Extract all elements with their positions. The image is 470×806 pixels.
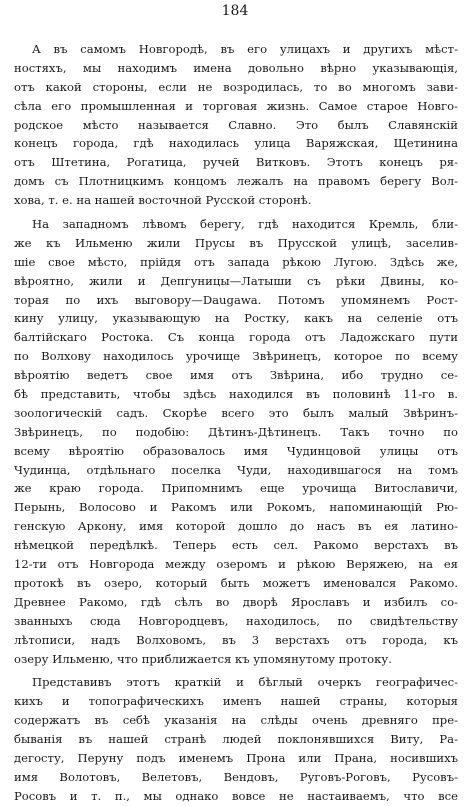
- text-line: содержатъ въ себѣ указанія на слѣды очень древняго пре-: [14, 713, 458, 728]
- text-line: лѣтописи, надъ Волховомъ, въ 3 верстахъ отъ города, къ: [14, 632, 458, 647]
- text-line: всему вѣроятію образовалось имя Чудинцовой улицы отъ: [14, 443, 458, 458]
- text-line: вѣроятно, жили и Депгуницы—Латыши съ рѣки Двины, ко-: [14, 273, 458, 288]
- text-line: озеру Ильменю, что приближается къ упомянутому протоку.: [14, 651, 392, 666]
- text-line: конецъ города, гдѣ находилась улица Варяжская, Щетинина: [14, 136, 458, 151]
- text-line: генскую Аркону, имя которой дошло до насъ въ ея латино-: [14, 519, 458, 534]
- text-line: вѣроятію ведетъ свое имя отъ Звѣрина, ибо трудно се-: [14, 368, 458, 383]
- text-line: домъ съ Плотницкимъ концомъ лежалъ на правомъ берегу Вол-: [14, 174, 458, 189]
- text-line: же краю города. Припомнимъ еще урочища Витославичи,: [14, 481, 458, 496]
- paragraph: [14, 215, 458, 668]
- text-line: имя Волотовъ, Велетовъ, Вендовъ, Руговъ-Роговъ, Русовъ-: [14, 769, 458, 784]
- text-line: балтійскаго Ростока. Съ конца города отъ Ладожскаго пути: [14, 330, 458, 345]
- text-line: же къ Ильменю жили Прусы въ Прусской улицѣ, заселив-: [14, 235, 458, 250]
- text-line: дегосту, Перуну подъ именемъ Прона или Прана, носившихъ: [14, 750, 458, 765]
- text-line: На западномъ лѣвомъ берегу, гдѣ находится Кремль, бли-: [32, 217, 458, 232]
- page-number: 184: [221, 3, 249, 19]
- text-line: хова, т. е. на нашей восточной Русской сторонѣ.: [14, 193, 312, 208]
- text-line: 12-ти отъ Новгорода между озеромъ и рѣкою Веряжею, на ея: [14, 557, 458, 572]
- text-line: родское мѣсто называется Славно. Это былъ Славянскій: [14, 117, 458, 132]
- text-line: ностяхъ, мы находимъ имена довольно вѣрно указывающія,: [14, 60, 458, 75]
- text-line: Росовъ и т. п., мы однако вовсе не настаиваемъ, что все: [14, 788, 458, 803]
- paragraph: [14, 40, 458, 210]
- paragraph: [14, 673, 458, 805]
- text-line: кину улицу, указывающую на Ростку, какъ на селеніе отъ: [14, 311, 458, 326]
- text-line: нѣмецкой передѣлкѣ. Теперь есть сел. Ракомо верстахъ въ: [14, 538, 458, 553]
- text-line: А въ самомъ Новгородѣ, въ его улицахъ и другихъ мѣст-: [32, 42, 458, 56]
- text-line: Чудинца, отдѣльнаго поселка Чуди, находившагося на томъ: [14, 462, 458, 477]
- text-line: шіе свое мѣсто, прійдя отъ запада рѣкою Лугою. Здѣсь же,: [14, 254, 458, 269]
- text-line: Перынь, Волосово и Ракомъ или Рокомъ, напоминающій Рю-: [14, 500, 458, 515]
- text-line: кихъ и топографическихъ именъ нашей страны, которыя: [14, 694, 458, 709]
- text-line: Звѣринецъ, по подобію: Дѣтинъ-Дѣтинецъ. Такъ точно по: [14, 424, 458, 439]
- text-line: званныхъ сюда Новгородцевъ, находилось, по свидѣтельству: [14, 613, 458, 628]
- text-line: протокѣ въ озеро, который быть можетъ именовался Ракомо.: [14, 575, 458, 590]
- text-line: Представивъ этотъ краткій и бѣглый очеркъ географичес-: [32, 675, 458, 690]
- text-line: бѣ представить, чтобы здѣсь находился въ половинѣ 11-го в.: [14, 387, 458, 402]
- text-line: быванія въ нашей странѣ людей поклонявшихся Виту, Ра-: [14, 732, 458, 747]
- text-line: отъ Штетина, Рогатица, ручей Витковъ. Этотъ конецъ ря-: [14, 155, 458, 170]
- text-line: зоологическій садъ. Скорѣе всего это былъ малый Звѣринъ-: [14, 405, 458, 420]
- text-line: сѣла его промышленная и торговая жизнь. Самое старое Новго-: [14, 98, 458, 113]
- text-line: отъ какой стороны, если не возродилась, то во многомъ зави-: [14, 79, 458, 94]
- body-text: [14, 40, 458, 806]
- text-line: торая по ихъ выговору—Daugawa. Потомъ упомянемъ Рост-: [14, 292, 458, 307]
- text-line: Древнее Ракомо, гдѣ сѣлъ во дворѣ Ярославъ и избилъ со-: [14, 594, 458, 609]
- text-line: по Волхову находилось урочище Звѣринецъ, которое по всему: [14, 349, 458, 364]
